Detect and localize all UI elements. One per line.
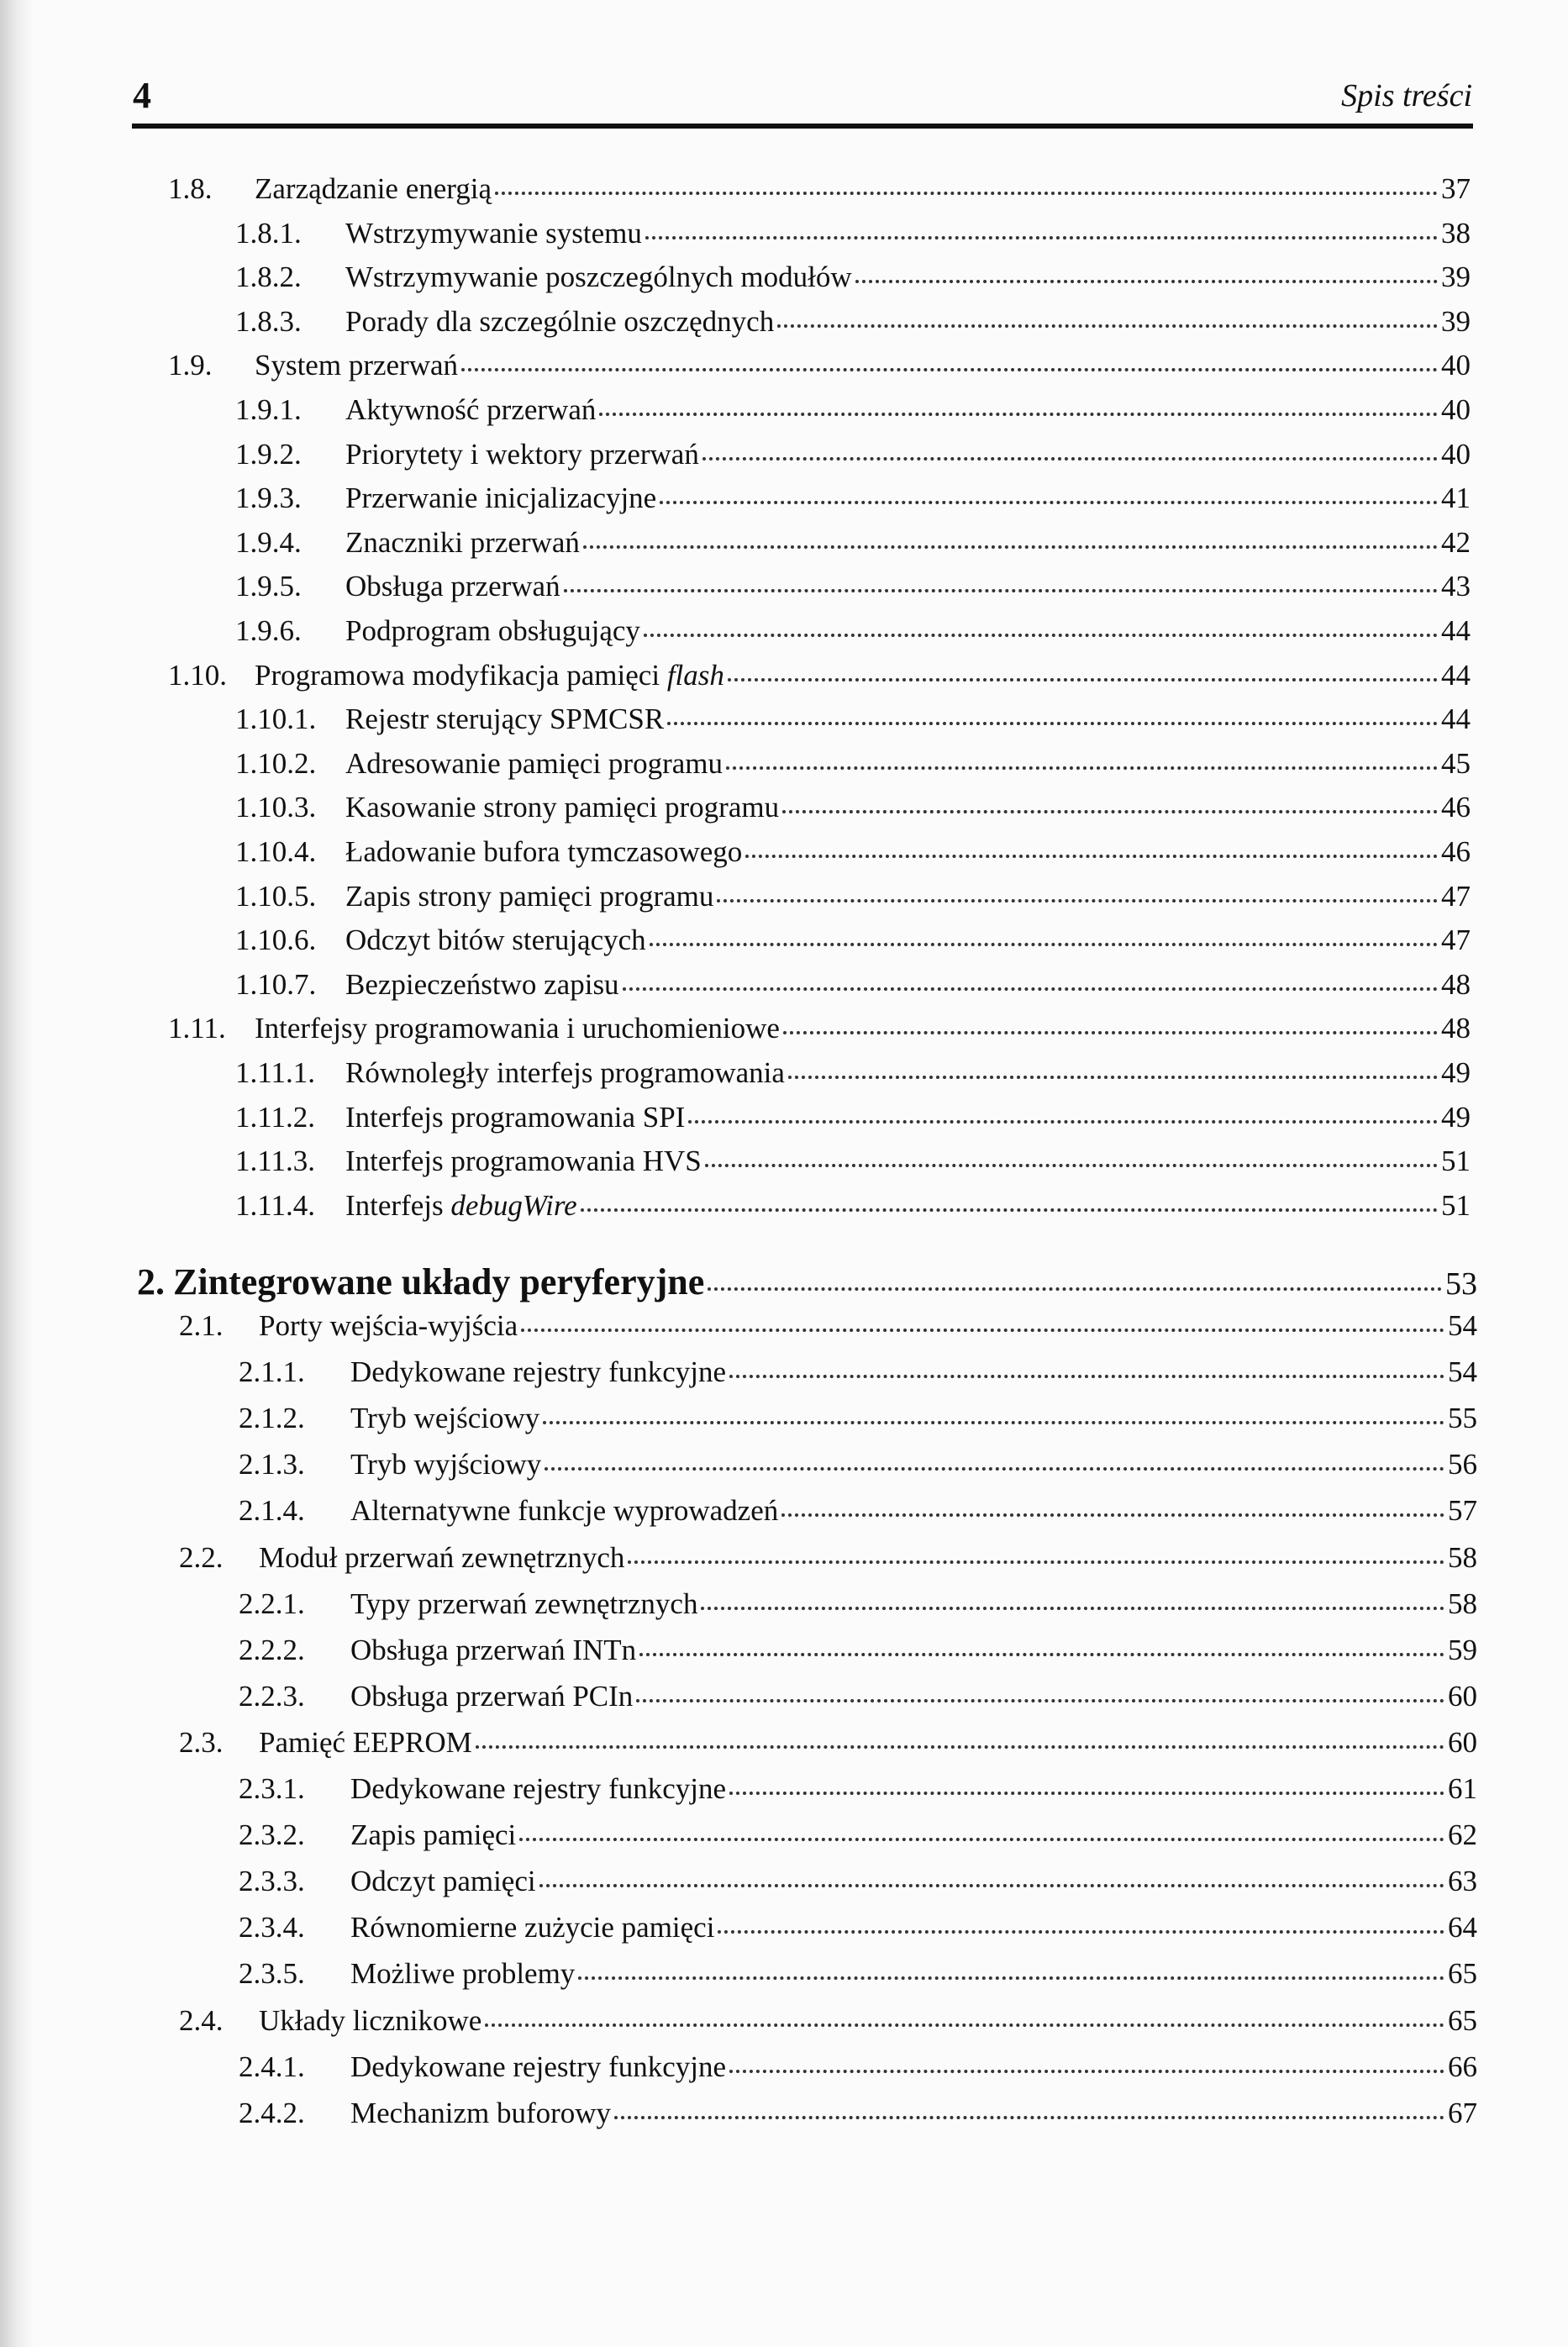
toc-entry[interactable] — [235, 217, 1471, 259]
toc-entry-page: 61 — [1448, 1772, 1477, 1805]
toc-entry-title — [350, 1402, 539, 1435]
toc-entry-title — [259, 1541, 624, 1575]
toc-entry[interactable] — [168, 172, 1471, 214]
toc-entry-title-text: Alternatywne funkcje wyprowadzeń — [350, 1494, 779, 1528]
toc-leader-dots — [476, 1745, 1444, 1749]
toc-entry-page: 43 — [1441, 570, 1471, 603]
toc-entry-title — [345, 393, 596, 427]
toc-entry-title-text: System przerwań — [255, 349, 459, 382]
toc-entry-page: 47 — [1441, 879, 1471, 913]
toc-entry-title — [255, 349, 458, 382]
toc-entry-page: 46 — [1441, 835, 1471, 868]
toc-entry-title — [345, 880, 713, 913]
toc-entry-title-text: Podprogram obsługujący — [345, 614, 640, 647]
toc-entry-title — [345, 482, 656, 515]
toc-leader-dots — [705, 1164, 1438, 1167]
toc-entry-title — [345, 968, 619, 1002]
toc-entry-title-text: Wstrzymywanie systemu — [345, 216, 642, 250]
toc-entry-number: 1.11.2. — [235, 1100, 315, 1134]
toc-entry-page: 44 — [1441, 614, 1471, 647]
toc-leader-dots — [688, 1120, 1438, 1124]
toc-entry-title — [350, 1448, 541, 1481]
toc-entry-title-text: Tryb wejściowy — [350, 1402, 540, 1435]
toc-leader-dots — [519, 1838, 1444, 1841]
toc-entry-title — [350, 2050, 726, 2084]
toc-entry-page: 39 — [1441, 304, 1471, 338]
toc-entry-title-text: Dedykowane rejestry funkcyjne — [350, 1355, 727, 1389]
toc-entry-page: 49 — [1441, 1100, 1471, 1134]
toc-entry-number: 2.3. — [179, 1725, 224, 1759]
toc-entry-number: 1.10.4. — [235, 835, 317, 868]
toc-entry-number: 1.10.3. — [235, 791, 317, 824]
toc-entry-title — [345, 1145, 702, 1178]
toc-entry-number: 1.11.3. — [235, 1145, 315, 1178]
toc-entry[interactable] — [235, 835, 1471, 877]
toc-entry[interactable] — [179, 1309, 1477, 1351]
toc-leader-dots — [539, 1884, 1444, 1887]
toc-entry-title — [350, 1911, 714, 1944]
toc-entry-title — [255, 1012, 780, 1045]
toc-entry-title — [345, 747, 723, 781]
toc-entry[interactable] — [235, 880, 1471, 922]
toc-entry-title-text: Programowa modyfikacja pamięci — [255, 658, 667, 692]
toc-entry-number: 1.10.2. — [235, 746, 317, 780]
toc-entry-title — [255, 172, 492, 206]
toc-entry[interactable] — [235, 1189, 1471, 1231]
page-number: 4 — [133, 75, 151, 116]
toc-entry-title — [345, 835, 742, 869]
toc-leader-dots — [639, 1653, 1444, 1656]
toc-entry-number: 1.11. — [168, 1012, 226, 1045]
toc-entry-number: 1.11.4. — [235, 1188, 315, 1222]
toc-entry-number: 2.1. — [179, 1309, 224, 1342]
toc-entry-page: 44 — [1441, 703, 1471, 736]
toc-entry[interactable] — [235, 614, 1471, 656]
toc-entry-title — [259, 1309, 518, 1343]
toc-entry-page: 47 — [1441, 924, 1471, 957]
toc-entry-page: 46 — [1441, 791, 1471, 824]
toc-entry-title-text: Pamięć EEPROM — [259, 1725, 472, 1759]
toc-entry-title-text: Mechanizm buforowy — [350, 2096, 612, 2129]
toc-leader-dots — [578, 1976, 1444, 1980]
toc-entry-number: 1.9.2. — [235, 437, 302, 471]
toc-leader-dots — [718, 1930, 1444, 1934]
toc-entry-title-text: Zapis strony pamięci programu — [345, 879, 714, 913]
toc-leader-dots — [729, 1792, 1444, 1795]
toc-leader-dots — [543, 1421, 1444, 1424]
running-title: Spis treści — [1341, 78, 1472, 113]
toc-entry-page: 65 — [1448, 1957, 1477, 1991]
toc-entry[interactable] — [235, 526, 1471, 568]
toc-entry[interactable] — [235, 1145, 1471, 1187]
toc-entry-page: 54 — [1448, 1355, 1477, 1389]
toc-leader-dots — [855, 280, 1438, 283]
toc-entry[interactable] — [239, 1865, 1477, 1907]
toc-leader-dots — [636, 1699, 1444, 1702]
toc-entry-page: 42 — [1441, 525, 1471, 559]
toc-entry[interactable] — [239, 1680, 1477, 1722]
toc-leader-dots — [777, 324, 1438, 328]
toc-entry-number: 2.3.1. — [239, 1772, 305, 1805]
toc-entry-number: 1.9.6. — [235, 614, 302, 647]
toc-leader-dots — [729, 1375, 1444, 1378]
toc-entry-title — [350, 1494, 778, 1528]
toc-entry-title-text: Rejestr sterujący SPMCSR — [345, 703, 665, 736]
toc-entry-page: 60 — [1448, 1679, 1477, 1713]
toc-entry-number: 1.10.1. — [235, 703, 317, 736]
toc-leader-dots — [623, 987, 1438, 991]
toc-entry-title-text: Interfejs programowania HVS — [345, 1145, 702, 1178]
toc-entry[interactable] — [168, 349, 1471, 391]
toc-entry-title-italic: flash — [666, 658, 724, 692]
toc-entry[interactable] — [235, 305, 1471, 347]
toc-entry-title — [345, 614, 640, 648]
toc-entry-title-text: Obsługa przerwań PCIn — [350, 1679, 634, 1713]
toc-entry-title — [350, 1355, 726, 1389]
toc-entry[interactable] — [168, 659, 1471, 701]
toc-entry-page: 60 — [1448, 1725, 1477, 1759]
toc-entry-page: 39 — [1441, 260, 1471, 294]
toc-entry-title-text: Priorytety i wektory przerwań — [345, 437, 699, 471]
toc-leader-dots — [783, 1031, 1438, 1034]
toc-entry-title — [350, 1680, 633, 1713]
toc-leader-dots — [614, 2116, 1444, 2119]
toc-leader-dots — [667, 722, 1438, 725]
toc-entry-page: 58 — [1448, 1540, 1477, 1574]
toc-entry-page: 40 — [1441, 393, 1471, 426]
toc-leader-dots — [701, 1607, 1444, 1610]
toc-entry-page: 66 — [1448, 2050, 1477, 2083]
toc-leader-dots — [628, 1560, 1444, 1564]
toc-entry-page: 63 — [1448, 1865, 1477, 1898]
toc-entry-title-text: Znaczniki przerwań — [345, 525, 580, 559]
toc-entry-title-text: Przerwanie inicjalizacyjne — [345, 482, 657, 515]
toc-entry-page: 48 — [1441, 1012, 1471, 1045]
toc-entry-number: 1.9. — [168, 349, 213, 382]
toc-entry-page: 64 — [1448, 1911, 1477, 1944]
toc-entry[interactable] — [239, 1911, 1477, 1953]
toc-entry-title-text: Bezpieczeństwo zapisu — [345, 967, 619, 1001]
toc-entry-title — [259, 2004, 481, 2038]
toc-entry-number: 2.1.4. — [239, 1494, 305, 1528]
toc-entry-title-text: Układy licznikowe — [259, 2003, 482, 2037]
toc-leader-dots — [583, 545, 1438, 549]
toc-entry-title — [350, 2097, 611, 2130]
toc-leader-dots — [660, 501, 1438, 504]
toc-entry[interactable] — [239, 1634, 1477, 1676]
toc-entry-title-text: Tryb wyjściowy — [350, 1448, 542, 1481]
toc-entry-title-text: Zarządzanie energią — [255, 172, 492, 205]
toc-entry-page: 62 — [1448, 1818, 1477, 1852]
toc-entry[interactable] — [179, 2004, 1477, 2046]
toc-entry[interactable] — [239, 1957, 1477, 1999]
toc-leader-dots — [717, 899, 1438, 902]
toc-entry-title-text: Wstrzymywanie poszczególnych modułów — [345, 260, 852, 294]
toc-entry-title-text: Równoległy interfejs programowania — [345, 1056, 785, 1089]
toc-entry-title-text: Zapis pamięci — [350, 1818, 517, 1852]
toc-entry[interactable] — [239, 1355, 1477, 1397]
toc-entry-title-italic: debugWire — [450, 1188, 577, 1222]
toc-entry[interactable] — [235, 703, 1471, 745]
toc-entry-number: 1.11.1. — [235, 1056, 315, 1089]
toc-entry[interactable] — [239, 1494, 1477, 1536]
toc-entry-page: 51 — [1441, 1145, 1471, 1178]
toc-entry-title-text: Możliwe problemy — [350, 1957, 576, 1991]
toc-entry-title-text: Typy przerwań zewnętrznych — [350, 1587, 698, 1620]
toc-leader-dots — [708, 1287, 1442, 1291]
toc-entry-page: 51 — [1441, 1188, 1471, 1222]
toc-entry-page: 40 — [1441, 349, 1471, 382]
toc-entry[interactable] — [239, 1448, 1477, 1490]
toc-entry-title — [350, 1957, 575, 1991]
toc-entry-title-text: Interfejs — [345, 1188, 451, 1222]
toc-entry-title — [255, 659, 724, 692]
toc-entry-page: 38 — [1441, 216, 1471, 250]
toc-entry-number: 1.10. — [168, 658, 227, 692]
toc-entry-title-text: Moduł przerwań zewnętrznych — [259, 1540, 625, 1574]
toc-leader-dots — [545, 1467, 1444, 1471]
toc-entry-title-text: Kasowanie strony pamięci programu — [345, 791, 780, 824]
toc-entry[interactable] — [235, 1056, 1471, 1098]
toc-entry-title — [345, 1189, 577, 1223]
toc-entry-title-text: Odczyt bitów sterujących — [345, 924, 646, 957]
toc-entry-title-text: Odczyt pamięci — [350, 1865, 536, 1898]
toc-entry-page: 45 — [1441, 746, 1471, 780]
toc-entry-number: 2.4.1. — [239, 2050, 305, 2083]
toc-entry-title-text: Dedykowane rejestry funkcyjne — [350, 2050, 727, 2083]
toc-entry-page: 65 — [1448, 2003, 1477, 2037]
toc-entry-number: 2.3.4. — [239, 1911, 305, 1944]
toc-entry[interactable] — [235, 438, 1471, 480]
toc-leader-dots — [702, 457, 1438, 460]
toc-entry-number: 2.1.3. — [239, 1448, 305, 1481]
toc-entry[interactable] — [239, 1772, 1477, 1814]
toc-entry-number: 1.9.3. — [235, 482, 302, 515]
toc-entry-number: 2.1.2. — [239, 1402, 305, 1435]
toc-entry-page: 44 — [1441, 658, 1471, 692]
toc-entry-title — [345, 217, 642, 250]
toc-entry-title-text: Interfejs programowania SPI — [345, 1100, 686, 1134]
toc-entry-title — [345, 791, 779, 824]
toc-entry-number: 2.2. — [179, 1540, 224, 1574]
toc-entry-title — [259, 1726, 472, 1760]
toc-entry-number: 2. — [137, 1261, 165, 1302]
toc-entry-title — [350, 1865, 536, 1898]
toc-entry-number: 1.10.6. — [235, 924, 317, 957]
toc-leader-dots — [564, 589, 1438, 592]
toc-entry[interactable] — [239, 1818, 1477, 1860]
toc-entry-title — [345, 260, 852, 294]
toc-entry-number: 2.1.1. — [239, 1355, 305, 1389]
toc-entry[interactable] — [239, 2097, 1477, 2139]
toc-entry-number: 1.8.1. — [235, 216, 302, 250]
toc-entry-title — [345, 924, 646, 957]
toc-entry-page: 49 — [1441, 1056, 1471, 1089]
toc-entry[interactable] — [235, 968, 1471, 1010]
toc-entry[interactable] — [235, 1101, 1471, 1143]
toc-leader-dots — [729, 2070, 1444, 2073]
toc-entry-title — [350, 1634, 636, 1667]
toc-leader-dots — [782, 810, 1438, 813]
toc-chapter-entry[interactable] — [137, 1260, 1477, 1311]
toc-entry-page: 67 — [1448, 2096, 1477, 2129]
toc-entry[interactable] — [235, 393, 1471, 435]
toc-entry-number: 1.9.5. — [235, 570, 302, 603]
toc-entry-page: 55 — [1448, 1402, 1477, 1435]
toc-entry-title-text: Równomierne zużycie pamięci — [350, 1911, 715, 1944]
toc-entry[interactable] — [235, 747, 1471, 789]
toc-entry-number: 1.8.3. — [235, 304, 302, 338]
toc-entry-number: 1.10.7. — [235, 967, 317, 1001]
toc-entry-number: 2.3.3. — [239, 1865, 305, 1898]
toc-entry-title — [345, 526, 580, 560]
toc-entry-page: 40 — [1441, 437, 1471, 471]
toc-entry-title — [350, 1587, 697, 1621]
toc-entry-number: 2.3.2. — [239, 1818, 305, 1852]
toc-entry-page: 48 — [1441, 967, 1471, 1001]
toc-entry-page: 37 — [1441, 172, 1471, 205]
toc-entry[interactable] — [179, 1541, 1477, 1583]
toc-entry[interactable] — [239, 1402, 1477, 1444]
toc-entry-title — [345, 1056, 785, 1090]
toc-entry-title — [345, 438, 699, 471]
toc-entry-title-text: Adresowanie pamięci programu — [345, 746, 723, 780]
toc-entry-page: 54 — [1448, 1309, 1477, 1342]
toc-entry-title-text: Dedykowane rejestry funkcyjne — [350, 1772, 727, 1805]
toc-entry-number: 2.3.5. — [239, 1957, 305, 1991]
toc-entry-number: 2.2.3. — [239, 1679, 305, 1713]
toc-leader-dots — [726, 766, 1438, 770]
toc-entry-number: 1.10.5. — [235, 879, 317, 913]
toc-entry-number: 1.9.4. — [235, 525, 302, 559]
toc-entry-number: 2.2.1. — [239, 1587, 305, 1620]
toc-entry-number: 1.9.1. — [235, 393, 302, 426]
toc-leader-dots — [581, 1208, 1438, 1212]
toc-leader-dots — [645, 236, 1438, 239]
toc-entry[interactable] — [239, 1587, 1477, 1629]
toc-leader-dots — [461, 368, 1438, 371]
toc-entry-number: 2.2.2. — [239, 1633, 305, 1666]
toc-leader-dots — [650, 943, 1438, 946]
toc-entry[interactable] — [179, 1726, 1477, 1768]
toc-entry-page: 58 — [1448, 1587, 1477, 1620]
toc-entry[interactable] — [235, 570, 1471, 612]
toc-entry-title-text: Interfejsy programowania i uruchomieniowe — [255, 1012, 780, 1045]
toc-entry-title-text: Obsługa przerwań INTn — [350, 1633, 637, 1666]
toc-entry-page: 56 — [1448, 1448, 1477, 1481]
toc-entry-title — [345, 703, 664, 736]
toc-leader-dots — [781, 1513, 1444, 1517]
toc-entry-number: 1.8. — [168, 172, 213, 205]
toc-entry-title-text: Porady dla szczególnie oszczędnych — [345, 304, 775, 338]
toc-entry-number: 2.4.2. — [239, 2096, 305, 2129]
toc-entry[interactable] — [235, 482, 1471, 524]
toc-entry-title: Zintegrowane układy peryferyjne — [173, 1261, 705, 1302]
toc-entry[interactable] — [168, 1012, 1471, 1054]
toc-leader-dots — [745, 855, 1438, 858]
toc-entry-page: 53 — [1445, 1266, 1477, 1302]
toc-entry-number: 1.8.2. — [235, 260, 302, 294]
toc-entry-title — [345, 305, 774, 339]
toc-entry[interactable] — [235, 260, 1471, 303]
toc-entry-title — [350, 1818, 516, 1852]
toc-entry-title-text: Ładowanie bufora tymczasowego — [345, 835, 743, 868]
header-rule — [132, 124, 1473, 129]
toc-leader-dots — [644, 634, 1438, 637]
toc-entry-title-text: Obsługa przerwań — [345, 570, 560, 603]
toc-entry-number: 2.4. — [179, 2003, 224, 2037]
toc-entry-page: 59 — [1448, 1633, 1477, 1666]
toc-leader-dots — [495, 192, 1438, 195]
toc-entry-title-text: Porty wejścia-wyjścia — [259, 1309, 518, 1342]
toc-leader-dots — [788, 1076, 1438, 1079]
toc-entry[interactable] — [235, 924, 1471, 966]
toc-entry[interactable] — [235, 791, 1471, 833]
scan-edge-shadow — [0, 0, 34, 2347]
toc-leader-dots — [521, 1329, 1444, 1332]
toc-entry-page: 57 — [1448, 1494, 1477, 1528]
toc-entry-title-text: Aktywność przerwań — [345, 393, 597, 426]
toc-entry-title — [345, 1101, 685, 1134]
toc-leader-dots — [599, 413, 1438, 416]
toc-leader-dots — [485, 2023, 1444, 2027]
toc-entry[interactable] — [239, 2050, 1477, 2092]
toc-entry-page: 41 — [1441, 482, 1471, 515]
toc-leader-dots — [728, 678, 1438, 681]
toc-entry-title — [345, 570, 560, 603]
toc-entry-title — [350, 1772, 726, 1806]
